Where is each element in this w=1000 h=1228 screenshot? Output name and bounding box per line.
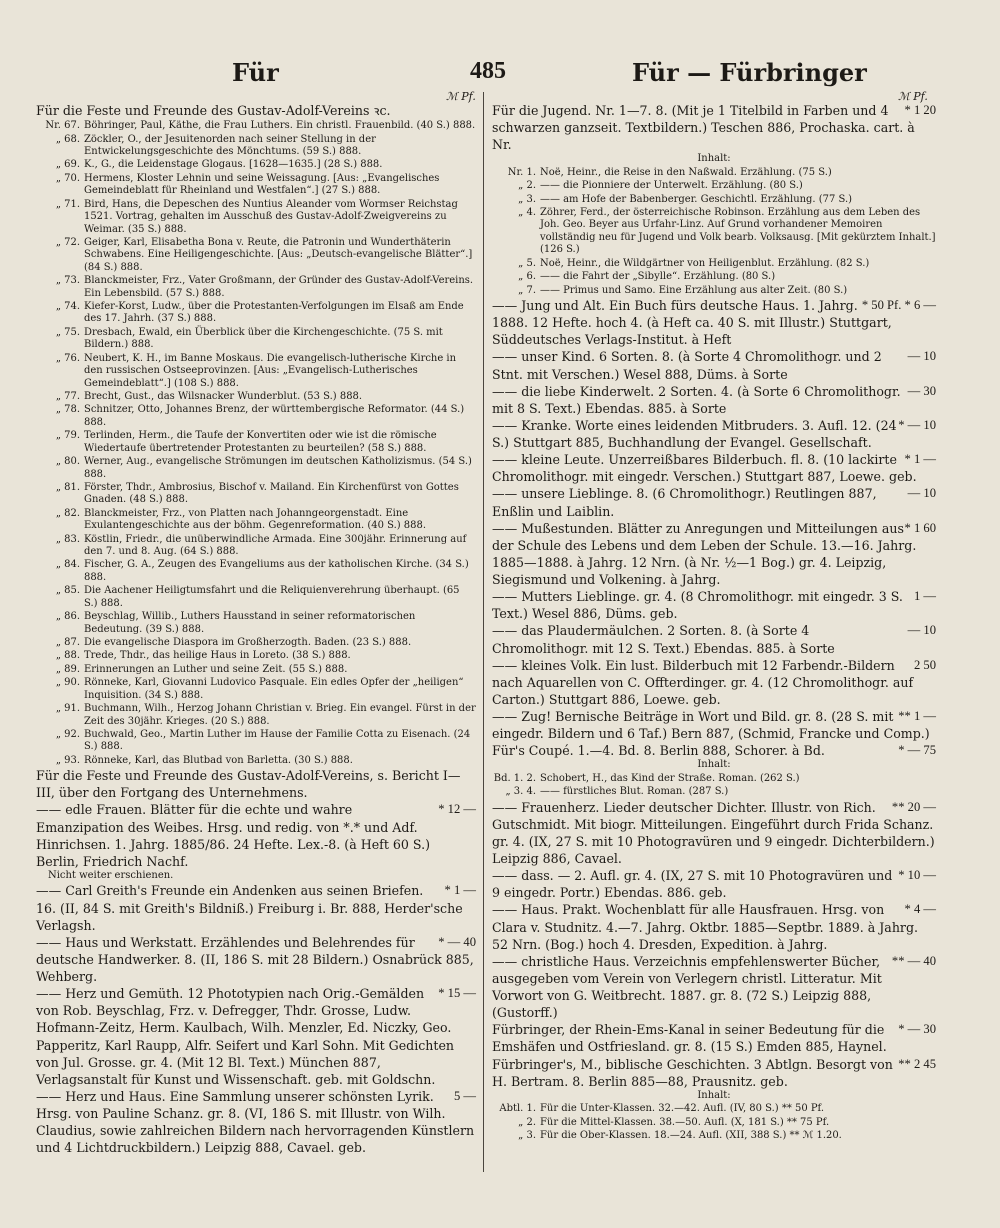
series-number: „ 7. [518,284,536,296]
series-text: Böhringer, Paul, Käthe, die Frau Luthers. Ein christl. Frauenbild. (40 S.) 888. [84,120,476,132]
entry-price: — 10 [907,623,936,638]
entry-price: — 10 [907,349,936,364]
entry-price: * — 10 [898,417,936,432]
series-number: „ 87. [55,637,80,648]
series-text: Geiger, Karl, Elisabetha Bona v. Reute, die Patronin und Wunderthäterin Schwabens. Eine Heiligengeschichte. [Aus: „Deutsch-evangelische Blätter“.] (84 S.) 888. [84,236,473,273]
series-number: „ 4. [518,207,536,219]
series-item [492,207,936,257]
entry-price: * 10 — [898,868,936,883]
catalog-entry [492,417,936,451]
series-number: „ 71. [55,198,80,210]
entry-price: 2 50 [913,657,936,672]
entry-price: 1 — [913,589,936,604]
series-number: „ 70. [55,172,80,184]
catalog-entry [492,297,936,348]
series-item [492,1130,936,1142]
series-item [36,134,476,159]
catalog-entry [492,383,936,417]
series-item [36,703,476,728]
series-number: „ 73. [55,275,80,287]
series-item [36,637,476,649]
catalog-entry [492,485,936,519]
series-text: Für die Mittel-Klassen. 38.—50. Aufl. (X, 181 S.) ** 75 Pf. [540,1116,830,1128]
series-text: Köstlin, Friedr., die unüberwindliche Armada. Eine 300jähr. Erinnerung auf den 7. und 8. Aug. (64 S.) 888. [84,533,467,558]
catalog-entry [36,767,476,801]
series-item [36,755,476,767]
entry-text: —— Haus und Werkstatt. Erzählendes und Belehrendes für deutsche Handwerker. 8. (II, 186 S. mit 28 Bildern.) Osnabrück 885, Wehberg. [36,934,474,985]
series-text: Zöckler, O., der Jesuitenorden nach seiner Stellung in der Entwickelungsgeschichte des Mönchtums. (59 S.) 888. [84,133,376,157]
series-text: K., G., die Leidenstage Glogaus. [1628—1635.] (28 S.) 888. [84,159,383,171]
series-number: „ 3. [518,193,536,205]
series-text: Schnitzer, Otto, Johannes Brenz, der württembergische Reformator. (44 S.) 888. [84,404,465,428]
series-item [36,275,476,300]
entry-text: —— unsere Lieblinge. 8. (6 Chromolithogr.) Reutlingen 887, Enßlin und Laiblin. [492,486,877,519]
catalog-entry [492,708,936,742]
series-text: —— am Hofe der Babenberger. Geschichtl. Erzählung. (77 S.) [540,193,853,205]
series-item [492,167,936,179]
entry-note: Nicht weiter erschienen. [48,869,174,881]
series-number: „ 79. [55,430,80,442]
entry-text: —— kleines Volk. Ein lust. Bilderbuch mit 12 Farbendr.-Bildern nach Aquarellen von C. Offterdinger. gr. 4. (12 Chromolithogr. auf Carton.) Stuttgart 886, Loewe. geb. [492,657,914,707]
series-text: Schobert, H., das Kind der Straße. Roman. (262 S.) [540,772,800,784]
series-item [492,285,936,297]
catalog-entry [492,953,936,1022]
entry-price: ** 2 45 [898,1056,936,1071]
series-item [492,786,936,798]
series-number: „ 3. 4. [505,786,536,798]
series-number: „ 72. [55,236,80,248]
series-number: „ 5. [518,257,536,269]
entry-text: —— Jung und Alt. Ein Buch fürs deutsche Haus. 1. Jahrg. 1888. 12 Hefte. hoch 4. (à Heft ca. 40 S. mit Illustr.) Stuttgart, Süddeutsches Verlags-Institut. à Heft [492,298,892,348]
series-text: Hermens, Kloster Lehnin und seine Weissagung. [Aus: „Evangelisches Gemeindeblatt für Rheinland und Westfalen“.] (27 S.) 888. [84,172,440,197]
entry-text: Fürbringer's, M., biblische Geschichten. 3 Abtlgn. Besorgt von H. Bertram. 8. Berlin 885—88, Prausnitz. geb. [492,1056,893,1089]
series-text: Fischer, G. A., Zeugen des Evangeliums aus der katholischen Kirche. (34 S.) 888. [84,559,469,583]
series-item [36,729,476,754]
series-item [36,120,476,132]
entry-text: Für die Jugend. Nr. 1—7. 8. (Mit je 1 Titelbild in Farben und 4 schwarzen ganzseit. Textbildern.) Teschen 886, Prochaska. cart. à Nr. [492,103,915,153]
series-item [36,508,476,533]
entry-text: —— edle Frauen. Blätter für die echte und wahre Emanzipation des Weibes. Hrsg. und redig. von *.* und Adf. Hinrichsen. 1. Jahrg. 1885/86. 24 Hefte. Lex.-8. (à Heft 60 S.) Berlin, Friedrich Nachf. [36,802,431,869]
series-item [492,271,936,283]
series-text: Trede, Thdr., das heilige Haus in Loreto. (38 S.) 888. [84,650,351,662]
series-text: Erinnerungen an Luther und seine Zeit. (55 S.) 888. [84,663,348,675]
entry-text: —— unser Kind. 6 Sorten. 8. (à Sorte 4 Chromolithogr. und 2 Stnt. mit Verschen.) Wesel 888, Düms. à Sorte [492,349,882,382]
series-text: Die Aachener Heiligtumsfahrt und die Reliquienverehrung überhaupt. (65 S.) 888. [84,585,460,609]
series-number: „ 77. [55,390,80,402]
series-item [492,180,936,192]
entry-price: 5 — [453,1088,476,1103]
series-number: „ 83. [55,533,80,545]
series-text: Dresbach, Ewald, ein Überblick über die Kirchengeschichte. (75 S. mit Bildern.) 888. [84,326,443,351]
series-item [36,159,476,171]
series-number: „ 2. [518,1116,536,1128]
entry-price: * 1 — [904,452,936,467]
catalog-entry [492,657,936,708]
series-number: „ 76. [55,352,80,364]
currency-label-left: ℳ Pf. [446,90,476,103]
series-number: Nr. 67. [45,120,80,132]
entry-price: * 15 — [438,986,476,1001]
contents-heading: Inhalt: [697,1089,731,1101]
series-text: Für die Ober-Klassen. 18.—24. Aufl. (XII, 388 S.) ** ℳ 1.20. [540,1130,842,1142]
entry-price: — 10 [907,486,936,501]
series-item [36,327,476,352]
series-number: „ 91. [55,703,80,715]
column-divider [483,92,484,1172]
entry-text: Fürbringer, der Rhein-Ems-Kanal in seiner Bedeutung für die Emshäfen und Ostfriesland. gr. 8. (15 S.) Emden 885, Haynel. [492,1022,887,1055]
series-item [36,404,476,429]
series-item [36,650,476,662]
series-item [36,430,476,455]
entry-text: —— kleine Leute. Unzerreißbares Bilderbuch. fl. 8. (10 lackirte Chromolithogr. mit eingedr. Verschen.) Stuttgart 887, Loewe. geb. [492,452,917,485]
series-text: Beyschlag, Willib., Luthers Hausstand in seiner reformatorischen Bedeutung. (39 S.) 888. [84,611,416,635]
series-item [36,611,476,636]
series-number: „ 90. [55,677,80,689]
entry-price: ** 20 — [891,799,936,814]
series-item [492,773,936,785]
catalog-entry [492,622,936,656]
series-number: „ 74. [55,301,80,313]
currency-label-right: ℳ Pf. [898,90,928,103]
series-text: Zöhrer, Ferd., der österreichische Robinson. Erzählung aus dem Leben des Joh. Geo. Beyer aus Urfahr-Linz. Auf Grund vorhandener Memoiren vollständig neu für Jugend und Volk bearb. Volksausg. [Mit gekürztem Inhalt.] (126 S.) [540,207,936,256]
series-text: Werner, Aug., evangelische Strömungen im deutschen Katholizismus. (54 S.) 888. [84,456,472,480]
series-item [492,1117,936,1129]
catalog-entry [492,588,936,622]
header-left: Für [232,58,279,87]
series-item [36,391,476,403]
header-right: Für — Fürbringer [632,58,867,87]
catalog-entry [492,102,936,153]
series-text: Terlinden, Herm., die Taufe der Konvertiten oder wie ist die römische Wiedertaufe übertretender Protestanten zu beurteilen? (58 S.) 888. [84,430,437,454]
catalog-entry [492,451,936,485]
series-number: „ 89. [55,663,80,675]
series-item [492,258,936,270]
catalog-entry [492,799,936,868]
entry-price: * 1 — [444,883,476,898]
entry-price: * — 75 [898,743,936,758]
entry-text: —— Zug! Bernische Beiträge in Wort und Bild. gr. 8. (28 S. mit eingedr. Bildern und 6 Taf.) Bern 887, (Schmid, Francke und Comp.) [492,709,930,742]
series-number: „ 81. [55,481,80,493]
series-number: Bd. 1. 2. [493,772,536,784]
entry-text: —— Mußestunden. Blätter zu Anregungen und Mitteilungen aus der Schule des Lebens und dem Leben der Schule. 13.—16. Jahrg. 1885—1888. à Jahrg. 12 Nrn. (à Nr. ½—1 Bog.) gr. 4. Leipzig, Siegismund und Volkening. à Jahrg. [492,520,917,588]
entry-text: Für die Feste und Freunde des Gustav-Adolf-Vereins, s. Bericht I—III, über den Fortgang des Unternehmens. [36,768,461,801]
series-item [36,353,476,390]
series-item [36,456,476,481]
entry-text: —— Mutters Lieblinge. gr. 4. (8 Chromolithogr. mit eingedr. 3 S. Text.) Wesel 886, Düms. geb. [492,589,903,622]
series-number: Nr. 1. [507,166,536,178]
series-text: Rönneke, Karl, das Blutbad von Barletta. (30 S.) 888. [84,754,353,766]
series-number: „ 78. [55,404,80,416]
contents-heading: Inhalt: [697,759,731,771]
entry-text: —— Kranke. Worte eines leidenden Mitbruders. 3. Aufl. 12. (24 S.) Stuttgart 885, Buchhandlung der Evangel. Gesellschaft. [492,417,897,451]
series-number: „ 3. [518,1130,536,1142]
series-text: Neubert, K. H., im Banne Moskaus. Die evangelisch-lutherische Kirche in den russischen Ostseeprovinzen. [Aus: „Evangelisch-Lutherisches Gemeindeblatt“.] (108 S.) 888. [84,352,457,389]
series-text: Die evangelische Diaspora im Großherzogth. Baden. (23 S.) 888. [84,637,412,648]
series-number: „ 68. [55,133,80,145]
entry-price: * — 40 [438,934,476,949]
series-text: —— die Pionniere der Unterwelt. Erzählung. (80 S.) [540,180,803,192]
entry-text: —— christliche Haus. Verzeichnis empfehlenswerter Bücher, ausgegeben vom Verein von Verlegern christl. Litteratur. Mit Vorwort von G. Weitbrecht. 1887. gr. 8. (72 S.) Leipzig 888, (Gustorff.) [492,953,882,1021]
series-text: —— die Fahrt der „Sibylle“. Erzählung. (80 S.) [540,271,776,283]
right-column [492,102,936,1142]
entry-text: —— dass. — 2. Aufl. gr. 4. (IX, 27 S. mit 10 Photogravüren und 9 eingedr. Portr.) Ebendas. 886. geb. [492,868,893,901]
entry-text: Für die Feste und Freunde des Gustav-Adolf-Vereins ꝛc. [36,103,391,118]
series-text: Buchwald, Geo., Martin Luther im Hause der Familie Cotta zu Eisenach. (24 S.) 888. [84,728,471,753]
entry-price: ** — 40 [891,953,936,968]
series-text: —— Primus und Samo. Eine Erzählung aus alter Zeit. (80 S.) [540,284,848,296]
entry-text: —— Frauenherz. Lieder deutscher Dichter. Illustr. von Rich. Gutschmidt. Mit biogr. Mitteilungen. Eingeführt durch Frida Schanz. gr. 4. (IX, 27 S. mit 10 Photogravüren und 9 eingedr. Dichterbildern.) Leipzig 886, Cavael. [492,799,935,867]
catalog-entry [492,1056,936,1090]
series-item [36,482,476,507]
catalog-entry [36,985,476,1088]
series-item [36,534,476,559]
entry-price: — 30 [907,383,936,398]
entry-text: —— Herz und Haus. Eine Sammlung unserer schönsten Lyrik. Hrsg. von Pauline Schanz. gr. 8. (VI, 186 S. mit Illustr. von Wilh. Claudius, sowie zahlreichen Bildern nach hervorragenden Künstlern und 4 Lichtdruckbildern.) Leipzig 888, Cavael. geb. [36,1088,475,1156]
series-number: „ 6. [518,271,536,283]
entry-price: * 4 — [904,902,936,917]
page-header [0,58,1000,98]
series-text: Blanckmeister, Frz., von Platten nach Johanngeorgenstadt. Eine Exulantengeschichte aus der böhm. Gegenreformation. (40 S.) 888. [84,507,426,532]
series-number: „ 85. [55,585,80,597]
series-text: Buchmann, Wilh., Herzog Johann Christian v. Brieg. Ein evangel. Fürst in der Zeit des 30jähr. Krieges. (20 S.) 888. [84,703,476,727]
contents-heading: Inhalt: [697,153,731,165]
series-item [36,199,476,236]
catalog-entry [492,1021,936,1055]
series-number: „ 75. [55,326,80,338]
series-item [36,585,476,610]
catalog-entry [492,901,936,952]
series-number: „ 84. [55,559,80,571]
series-item [36,664,476,676]
entry-price: ** 1 — [898,709,936,724]
series-number: „ 69. [55,159,80,171]
entry-text: Für's Coupé. 1.—4. Bd. 8. Berlin 888, Schorer. à Bd. [492,743,825,759]
entry-text: —— Haus. Prakt. Wochenblatt für alle Hausfrauen. Hrsg. von Clara v. Studnitz. 4.—7. Jahrg. Oktbr. 1885—Septbr. 1889. à Jahrg. 52 Nrn. (Bog.) hoch 4. Dresden, Expedition. à Jahrg. [492,902,919,952]
series-text: Kiefer-Korst, Ludw., über die Protestanten-Verfolgungen im Elsaß am Ende des 17. Jahrh. (37 S.) 888. [84,301,464,325]
series-text: Rönneke, Karl, Giovanni Ludovico Pasquale. Ein edles Opfer der „heiligen“ Inquisition. (34 S.) 888. [84,677,464,701]
series-item [36,301,476,326]
catalog-entry [36,1088,476,1157]
series-text: Noë, Heinr., die Wildgärtner von Heiligenblut. Erzählung. (82 S.) [540,257,870,269]
left-column [36,102,476,1156]
entry-text: —— Herz und Gemüth. 12 Phototypien nach Orig.-Gemälden von Rob. Beyschlag, Frz. v. Defregger, Thdr. Grosse, Ludw. Hofmann-Zeitz, Herm. Kaulbach, Wilh. Menzler, Ed. Niczky, Geo. Papperitz, Karl Raupp, Alfr. Seifert und Karl Sohn. Mit Gedichten von Jul. Grosse. gr. 4. (Mit 12 Bl. Text.) München 887, Verlagsanstalt für Kunst und Wissenschaft. geb. mit Goldschn. [36,986,455,1087]
series-item [36,559,476,584]
series-text: Förster, Thdr., Ambrosius, Bischof v. Mailand. Ein Kirchenfürst von Gottes Gnaden. (48 S.) 888. [84,481,459,506]
series-number: „ 93. [55,754,80,766]
entry-price: * 1 60 [904,520,936,535]
catalog-entry [492,867,936,901]
series-text: Brecht, Gust., das Wilsnacker Wunderblut. (53 S.) 888. [84,390,363,402]
series-number: „ 82. [55,507,80,519]
series-number: Abtl. 1. [499,1103,536,1115]
page-number: 485 [470,58,506,84]
series-item [492,194,936,206]
series-number: „ 92. [55,728,80,740]
series-number: „ 80. [55,456,80,468]
series-item [492,1103,936,1115]
series-item [36,173,476,198]
catalog-entry [492,520,936,589]
series-number: „ 2. [518,180,536,192]
series-item [36,677,476,702]
catalog-entry [492,742,936,759]
entry-price: * 50 Pf. * 6 — [861,298,936,313]
series-text: —— fürstliches Blut. Roman. (287 S.) [540,786,729,798]
series-text: Bird, Hans, die Depeschen des Nuntius Aleander vom Wormser Reichstag 1521. Vortrag, gehalten im Ausschuß des Gustav-Adolf-Zweigvereins zu Weimar. (35 S.) 888. [84,198,458,235]
catalog-entry [36,801,476,870]
catalog-entry [36,102,476,119]
catalog-entry [492,348,936,382]
entry-text: —— die liebe Kinderwelt. 2 Sorten. 4. (à Sorte 6 Chromolithogr. mit 8 S. Text.) Ebendas. 885. à Sorte [492,383,901,416]
catalog-entry [36,882,476,933]
entry-text: —— das Plaudermäulchen. 2 Sorten. 8. (à Sorte 4 Chromolithogr. mit 12 S. Text.) Ebendas. 885. à Sorte [492,623,835,656]
entry-text: —— Carl Greith's Freunde ein Andenken aus seinen Briefen. 16. (II, 84 S. mit Greith's Bildniß.) Freiburg i. Br. 888, Herder'sche Verlagsh. [36,883,463,933]
series-text: Für die Unter-Klassen. 32.—42. Aufl. (IV, 80 S.) ** 50 Pf. [540,1103,825,1115]
series-item [36,237,476,274]
series-number: „ 88. [55,650,80,662]
catalog-entry [36,934,476,985]
series-text: Blanckmeister, Frz., Vater Großmann, der Gründer des Gustav-Adolf-Vereins. Ein Lebensbild. (57 S.) 888. [84,275,474,299]
entry-price: * 1 20 [904,103,936,117]
series-text: Noë, Heinr., die Reise in den Naßwald. Erzählung. (75 S.) [540,166,832,178]
series-number: „ 86. [55,611,80,623]
entry-price: * 12 — [438,802,476,817]
entry-price: * — 30 [898,1022,936,1037]
